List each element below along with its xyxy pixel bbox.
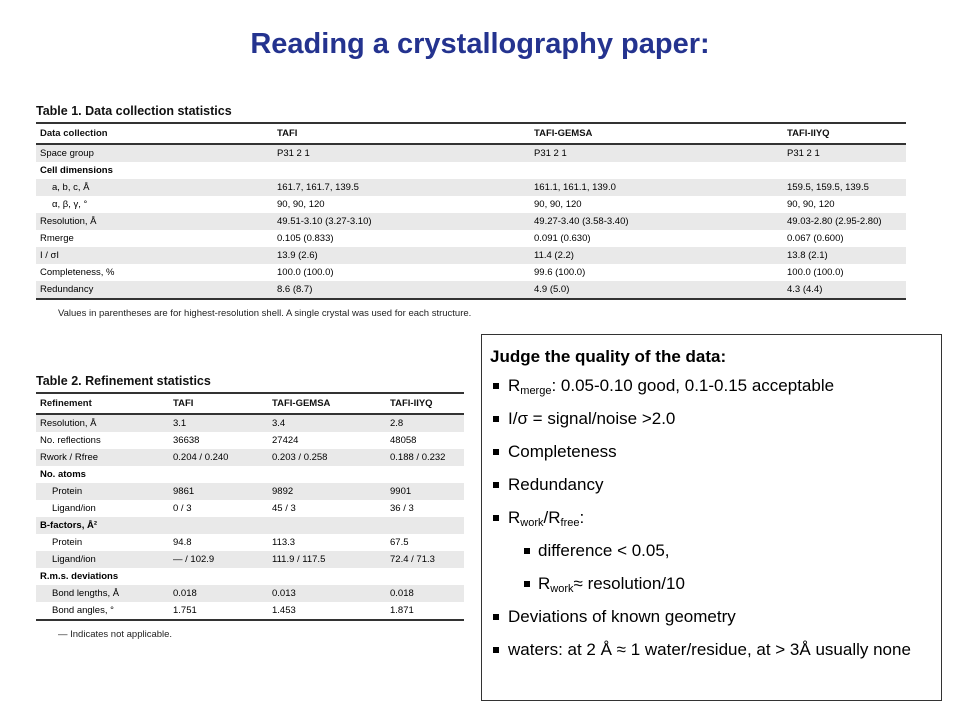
- table-cell: Resolution, Å: [36, 414, 169, 432]
- table-cell: 3.4: [268, 414, 386, 432]
- table-cell: Redundancy: [36, 281, 273, 299]
- criterion-isigma: [490, 408, 933, 430]
- table1-header-cell: Data collection: [36, 123, 273, 144]
- table-cell: 11.4 (2.2): [530, 247, 783, 264]
- table-cell: Rwork / Rfree: [36, 449, 169, 466]
- table-row: [36, 602, 464, 620]
- table-cell: [386, 517, 464, 534]
- criterion-difference: [490, 540, 933, 562]
- table-cell: 27424: [268, 432, 386, 449]
- table-cell: 159.5, 159.5, 139.5: [783, 179, 906, 196]
- table-cell: 13.8 (2.1): [783, 247, 906, 264]
- table-cell: 9892: [268, 483, 386, 500]
- table-cell: R.m.s. deviations: [36, 568, 169, 585]
- quality-criteria-list: [490, 375, 933, 661]
- table-cell: [169, 568, 268, 585]
- table-cell: 0.188 / 0.232: [386, 449, 464, 466]
- table-cell: 161.1, 161.1, 139.0: [530, 179, 783, 196]
- refinement-table: [36, 374, 464, 640]
- table-row: [36, 585, 464, 602]
- table-cell: 100.0 (100.0): [273, 264, 530, 281]
- table-cell: 48058: [386, 432, 464, 449]
- table-cell: Ligand/ion: [36, 500, 169, 517]
- table-cell: 0.203 / 0.258: [268, 449, 386, 466]
- table-cell: [268, 568, 386, 585]
- table-cell: 49.51-3.10 (3.27-3.10): [273, 213, 530, 230]
- criterion-rwork-rfree: [490, 507, 933, 529]
- criterion-deviations: [490, 606, 933, 628]
- table-cell: P31 2 1: [530, 144, 783, 162]
- table-cell: 0.067 (0.600): [783, 230, 906, 247]
- criterion-waters: [490, 639, 933, 661]
- table-cell: 100.0 (100.0): [783, 264, 906, 281]
- table-cell: 9901: [386, 483, 464, 500]
- table-cell: P31 2 1: [273, 144, 530, 162]
- table-cell: 8.6 (8.7): [273, 281, 530, 299]
- rmerge-symbol: R: [508, 376, 521, 395]
- table-cell: 4.9 (5.0): [530, 281, 783, 299]
- isigma-text: I/σ = signal/noise >2.0: [508, 409, 676, 428]
- table-cell: 2.8: [386, 414, 464, 432]
- table-row: [36, 414, 464, 432]
- table-cell: 0.013: [268, 585, 386, 602]
- table-cell: [169, 517, 268, 534]
- table-row: [36, 196, 906, 213]
- table-cell: 1.453: [268, 602, 386, 620]
- rfree-symbol: /R: [543, 508, 561, 527]
- table2-header-cell: TAFI-IIYQ: [386, 393, 464, 414]
- table-cell: No. atoms: [36, 466, 169, 483]
- redundancy-text: Redundancy: [508, 475, 604, 494]
- table-cell: α, β, γ, °: [36, 196, 273, 213]
- table-cell: 161.7, 161.7, 139.5: [273, 179, 530, 196]
- table-row: [36, 568, 464, 585]
- table-cell: Ligand/ion: [36, 551, 169, 568]
- table2-header-cell: Refinement: [36, 393, 169, 414]
- table2-header-cell: TAFI-GEMSA: [268, 393, 386, 414]
- table-cell: 67.5: [386, 534, 464, 551]
- table-cell: Rmerge: [36, 230, 273, 247]
- rmerge-text: : 0.05-0.10 good, 0.1-0.15 acceptable: [551, 376, 835, 395]
- table-cell: 0 / 3: [169, 500, 268, 517]
- rwork-rfree-colon: :: [579, 508, 585, 527]
- table-row: [36, 466, 464, 483]
- rwork-res-text: ≈ resolution/10: [573, 574, 685, 593]
- table-cell: — / 102.9: [169, 551, 268, 568]
- table1-grid: [36, 122, 906, 300]
- table-cell: 9861: [169, 483, 268, 500]
- table-cell: 36638: [169, 432, 268, 449]
- table1-caption: Table 1. Data collection statistics: [36, 104, 232, 118]
- table-row: [36, 144, 906, 162]
- table-row: [36, 500, 464, 517]
- table-row: [36, 534, 464, 551]
- table-cell: Cell dimensions: [36, 162, 273, 179]
- table-row: [36, 449, 464, 466]
- difference-text: difference < 0.05,: [538, 541, 670, 560]
- table-cell: 36 / 3: [386, 500, 464, 517]
- table-cell: 99.6 (100.0): [530, 264, 783, 281]
- table-cell: Protein: [36, 534, 169, 551]
- table-cell: Bond lengths, Å: [36, 585, 169, 602]
- table-cell: 1.751: [169, 602, 268, 620]
- table-cell: 113.3: [268, 534, 386, 551]
- completeness-text: Completeness: [508, 442, 617, 461]
- table-cell: Completeness, %: [36, 264, 273, 281]
- rwork-res-subscript: work: [550, 583, 574, 595]
- table-cell: Protein: [36, 483, 169, 500]
- table1-header-row: [36, 123, 906, 144]
- rwork-res-symbol: R: [538, 574, 551, 593]
- table-cell: Bond angles, °: [36, 602, 169, 620]
- rwork-symbol: R: [508, 508, 521, 527]
- rwork-subscript: work: [520, 517, 544, 529]
- table-row: [36, 264, 906, 281]
- table-cell: 49.03-2.80 (2.95-2.80): [783, 213, 906, 230]
- table-cell: 90, 90, 120: [783, 196, 906, 213]
- table-cell: 72.4 / 71.3: [386, 551, 464, 568]
- criterion-redundancy: [490, 474, 933, 496]
- table-cell: 0.091 (0.630): [530, 230, 783, 247]
- table-cell: 4.3 (4.4): [783, 281, 906, 299]
- table-cell: Space group: [36, 144, 273, 162]
- table-cell: a, b, c, Å: [36, 179, 273, 196]
- table-row: [36, 230, 906, 247]
- criterion-rwork-resolution: [490, 573, 933, 595]
- table2-header-row: [36, 393, 464, 414]
- table-cell: [386, 568, 464, 585]
- table1-header-cell: TAFI: [273, 123, 530, 144]
- table-cell: [386, 466, 464, 483]
- data-collection-table: [36, 104, 906, 319]
- table-cell: No. reflections: [36, 432, 169, 449]
- table-row: [36, 483, 464, 500]
- table1-header-cell: TAFI-GEMSA: [530, 123, 783, 144]
- criterion-rmerge: [490, 375, 933, 397]
- table-cell: [530, 162, 783, 179]
- table2-caption: Table 2. Refinement statistics: [36, 374, 211, 388]
- table-row: [36, 281, 906, 299]
- rmerge-subscript: merge: [520, 385, 552, 397]
- rfree-subscript: free: [560, 517, 580, 529]
- table-cell: [783, 162, 906, 179]
- table-cell: I / σI: [36, 247, 273, 264]
- table-cell: [273, 162, 530, 179]
- table-row: [36, 162, 906, 179]
- table-row: [36, 247, 906, 264]
- table2-header-cell: TAFI: [169, 393, 268, 414]
- table-row: [36, 179, 906, 196]
- waters-text: waters: at 2 Å ≈ 1 water/residue, at > 3Å usually none: [508, 640, 911, 659]
- table-cell: Resolution, Å: [36, 213, 273, 230]
- table-cell: [268, 466, 386, 483]
- table-cell: 0.018: [386, 585, 464, 602]
- table2-grid: [36, 392, 464, 621]
- table2-note: — Indicates not applicable.: [58, 629, 173, 640]
- table-cell: 0.018: [169, 585, 268, 602]
- table-row: [36, 551, 464, 568]
- table-cell: 1.871: [386, 602, 464, 620]
- table-row: [36, 213, 906, 230]
- table-cell: 13.9 (2.6): [273, 247, 530, 264]
- table-cell: 3.1: [169, 414, 268, 432]
- table-cell: 49.27-3.40 (3.58-3.40): [530, 213, 783, 230]
- table-cell: 0.105 (0.833): [273, 230, 530, 247]
- quality-criteria-box: [481, 334, 942, 701]
- table-row: [36, 432, 464, 449]
- table-cell: B-factors, Å²: [36, 517, 169, 534]
- table-cell: 90, 90, 120: [530, 196, 783, 213]
- table-row: [36, 517, 464, 534]
- deviations-text: Deviations of known geometry: [508, 607, 736, 626]
- table-cell: 90, 90, 120: [273, 196, 530, 213]
- table-cell: P31 2 1: [783, 144, 906, 162]
- table1-header-cell: TAFI-IIYQ: [783, 123, 906, 144]
- table-cell: 45 / 3: [268, 500, 386, 517]
- table-cell: [268, 517, 386, 534]
- table-cell: 94.8: [169, 534, 268, 551]
- quality-criteria-heading: Judge the quality of the data:: [490, 347, 727, 366]
- criterion-completeness: [490, 441, 933, 463]
- slide-title: Reading a crystallography paper:: [250, 28, 710, 60]
- table1-note: Values in parentheses are for highest-resolution shell. A single crystal was used for each structure.: [58, 308, 472, 319]
- table-cell: 0.204 / 0.240: [169, 449, 268, 466]
- table-cell: 111.9 / 117.5: [268, 551, 386, 568]
- table-cell: [169, 466, 268, 483]
